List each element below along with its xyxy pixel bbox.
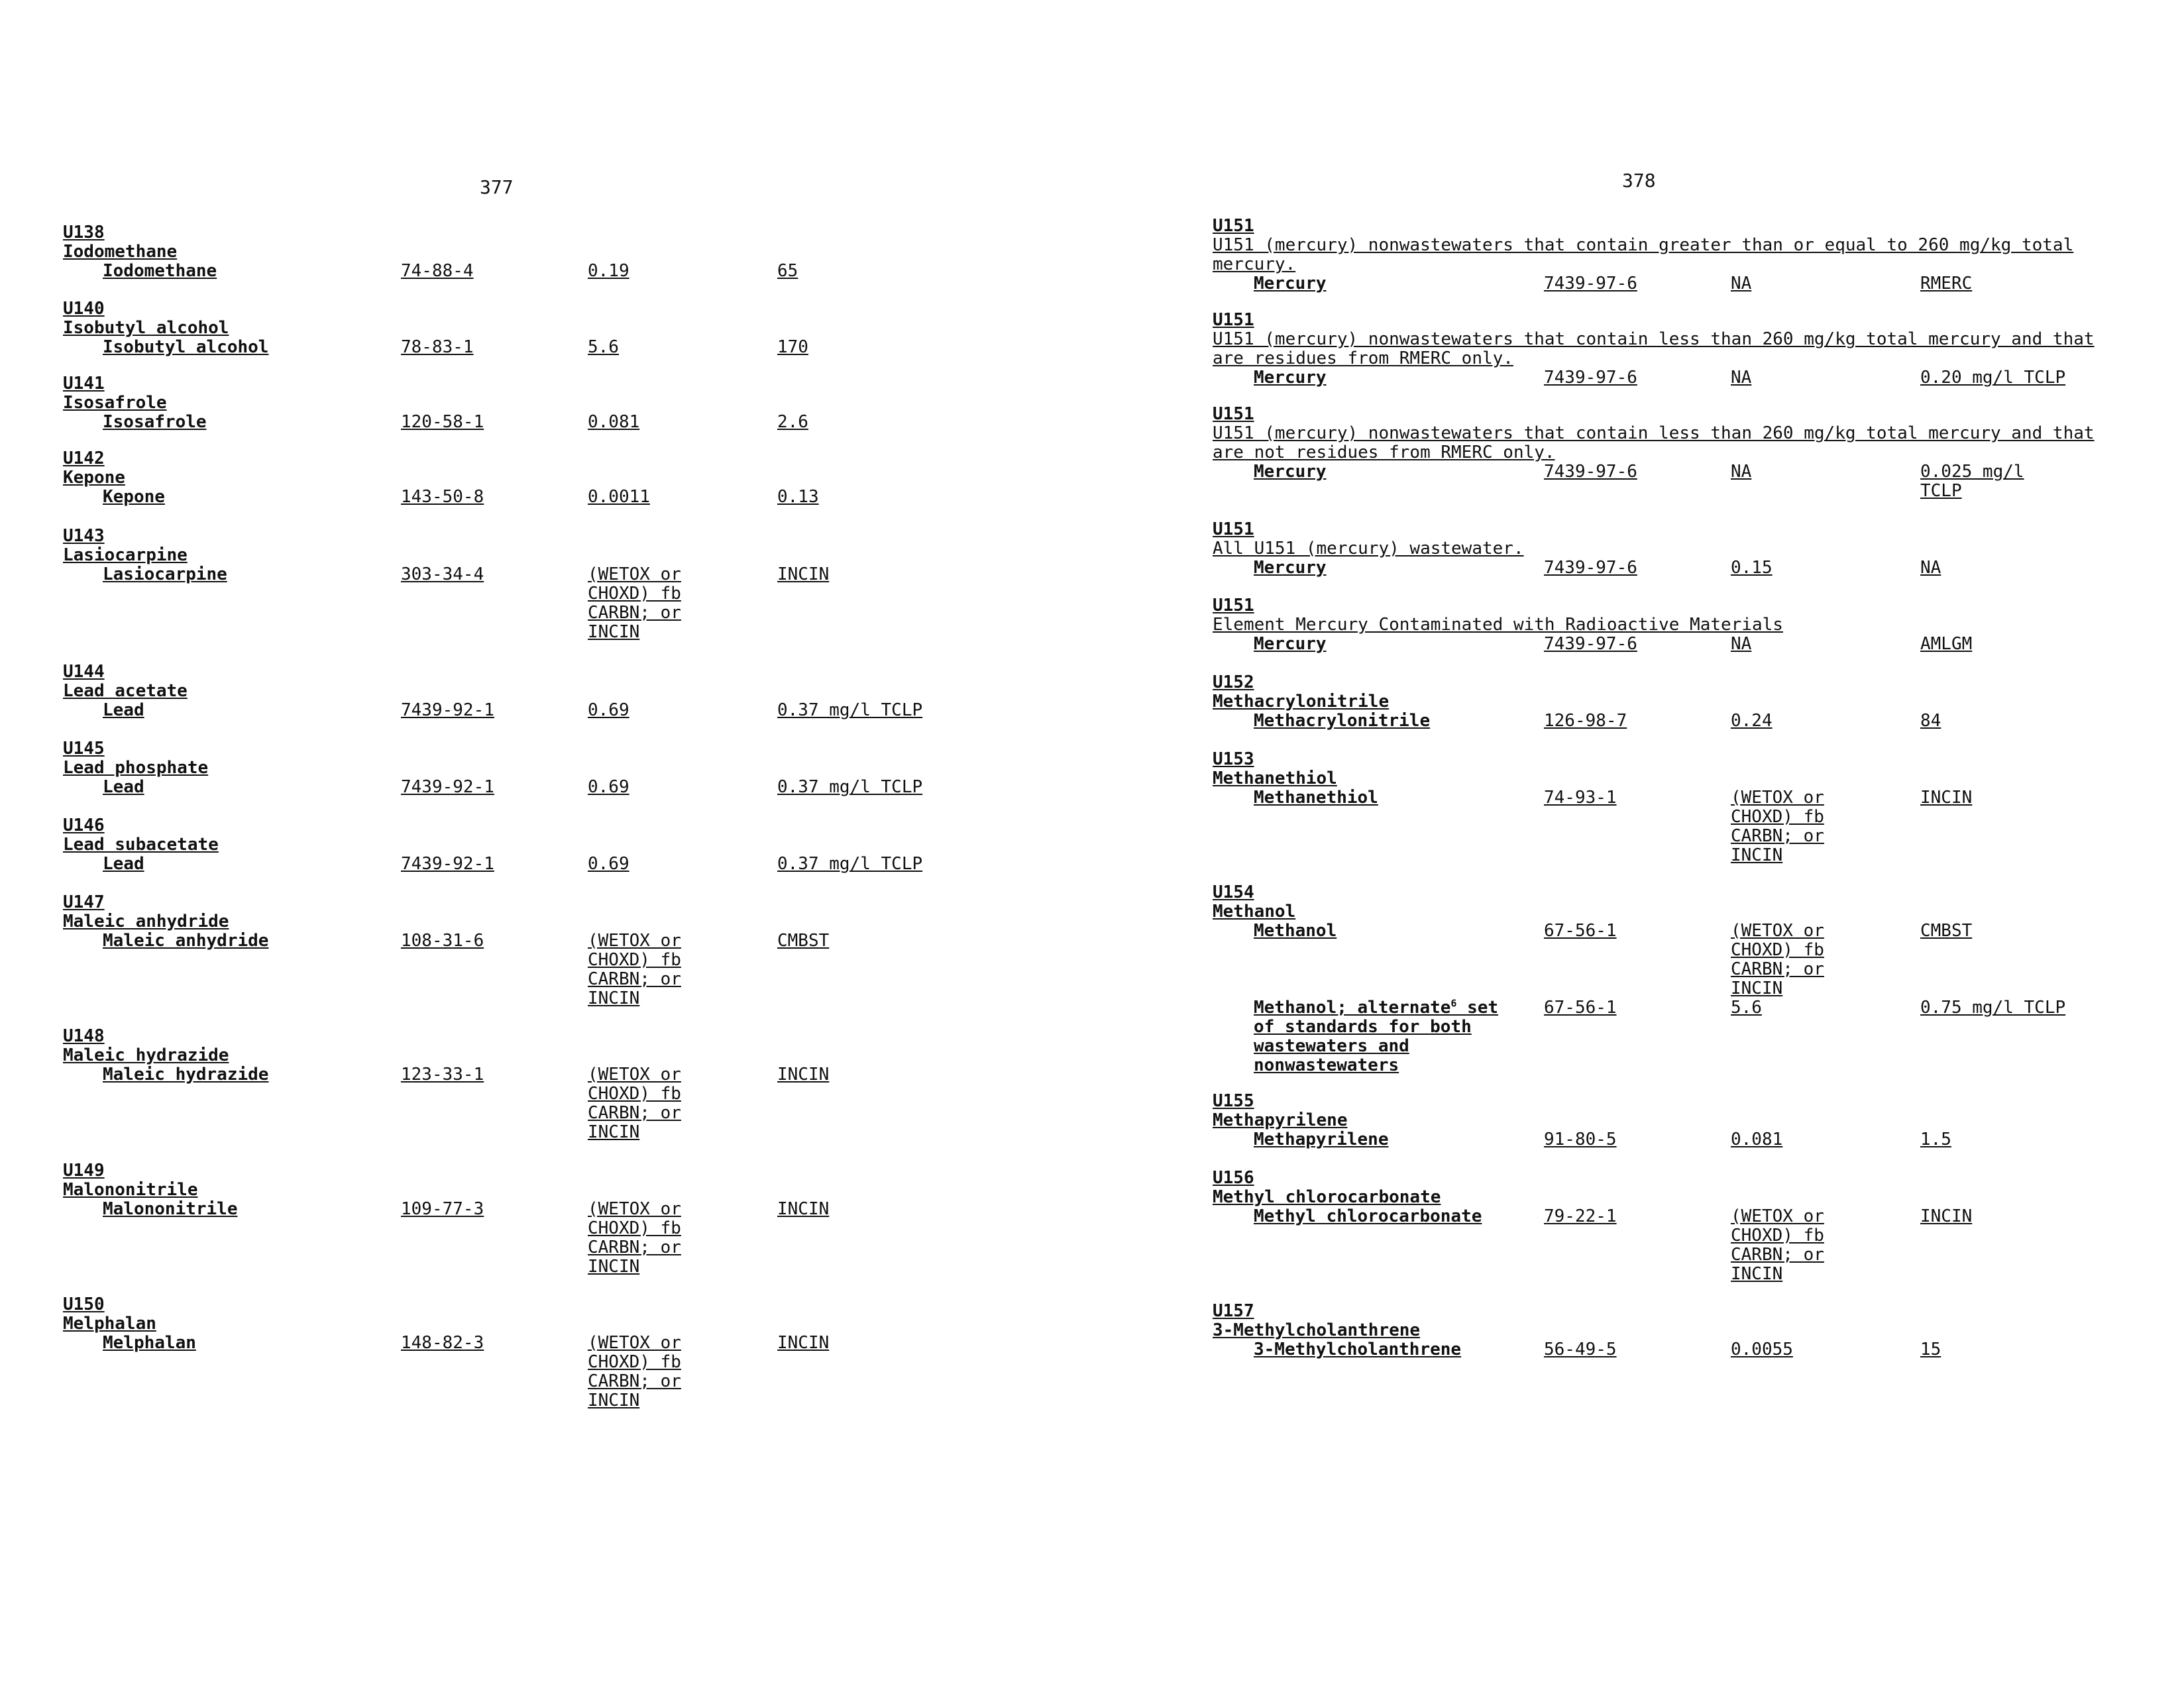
constituent-row bbox=[1092, 712, 2184, 731]
constituent-row bbox=[0, 488, 1092, 507]
waste-entry bbox=[1092, 311, 2184, 388]
waste-name: Lead acetate bbox=[63, 681, 188, 701]
cas-number: 7439-97-6 bbox=[1544, 462, 1637, 482]
cas-number: 7439-97-6 bbox=[1544, 558, 1637, 578]
waste-name: Lead phosphate bbox=[63, 758, 209, 778]
footnote-marker: 6 bbox=[1450, 997, 1457, 1010]
wastewater-standard: (WETOX or CHOXD) fb CARBN; or INCIN bbox=[1731, 1206, 1824, 1284]
waste-description: 3-Methylcholanthrene bbox=[1213, 1320, 1421, 1340]
constituent-name: Mercury bbox=[1254, 558, 1327, 578]
waste-description: Methacrylonitrile bbox=[1213, 692, 1390, 712]
nonwastewater-standard: NA bbox=[1920, 558, 1941, 578]
waste-entry bbox=[0, 1026, 1092, 1142]
waste-name: Iodomethane bbox=[63, 242, 178, 262]
waste-description: Element Mercury Contaminated with Radioactive Materials bbox=[1213, 615, 1783, 635]
nonwastewater-standard: 0.37 mg/l TCLP bbox=[777, 777, 923, 797]
right-page bbox=[1092, 0, 2184, 1696]
constituent-row bbox=[0, 855, 1092, 874]
constituent-row bbox=[1092, 1206, 2184, 1284]
waste-name: Maleic hydrazide bbox=[63, 1045, 229, 1065]
cas-number: 56-49-5 bbox=[1544, 1340, 1617, 1359]
wastewater-standard: 0.19 bbox=[588, 261, 629, 281]
constituent-row bbox=[1092, 1340, 2184, 1359]
nonwastewater-standard: INCIN bbox=[777, 1065, 830, 1085]
cas-number: 67-56-1 bbox=[1544, 921, 1617, 941]
waste-entry bbox=[1092, 1092, 2184, 1149]
nonwastewater-standard: 0.20 mg/l TCLP bbox=[1920, 368, 2066, 388]
wastewater-standard: NA bbox=[1731, 274, 1752, 293]
cas-number: 79-22-1 bbox=[1544, 1206, 1617, 1226]
waste-entry bbox=[0, 739, 1092, 797]
cas-number: 7439-97-6 bbox=[1544, 634, 1637, 654]
waste-entry bbox=[0, 1295, 1092, 1410]
wastewater-standard: 0.69 bbox=[588, 700, 629, 720]
waste-entry bbox=[1092, 673, 2184, 731]
constituent-row bbox=[0, 1065, 1092, 1142]
waste-code: U151 bbox=[1213, 519, 1254, 539]
waste-entry bbox=[1092, 749, 2184, 865]
wastewater-standard: NA bbox=[1731, 634, 1752, 654]
nonwastewater-standard: 0.37 mg/l TCLP bbox=[777, 700, 923, 720]
constituent-name: Lasiocarpine bbox=[103, 564, 227, 584]
waste-entry bbox=[0, 374, 1092, 432]
alternate-constituent-name: Methanol; alternate$^6$ set of standards for both wastewaters and nonwastewaters bbox=[1254, 997, 1499, 1075]
cas-number: 74-93-1 bbox=[1544, 788, 1617, 808]
wastewater-standard: (WETOX or CHOXD) fb CARBN; or INCIN bbox=[588, 1199, 681, 1277]
page-number: 378 bbox=[1622, 170, 1656, 191]
waste-entry bbox=[0, 449, 1092, 507]
alternate-constituent-row bbox=[1092, 997, 2184, 1075]
cas-number: 7439-92-1 bbox=[401, 700, 494, 720]
waste-code: U140 bbox=[63, 299, 105, 319]
cas-number: 67-56-1 bbox=[1544, 998, 1617, 1018]
constituent-name: Isosafrole bbox=[103, 412, 207, 432]
cas-number: 7439-97-6 bbox=[1544, 368, 1637, 388]
constituent-name: Lead bbox=[103, 777, 144, 797]
waste-code: U155 bbox=[1213, 1091, 1254, 1111]
constituent-row bbox=[1092, 921, 2184, 998]
waste-entry bbox=[1092, 404, 2184, 501]
constituent-row bbox=[1092, 368, 2184, 388]
waste-entry bbox=[0, 892, 1092, 1008]
constituent-name: Lead bbox=[103, 854, 144, 874]
wastewater-standard: 0.24 bbox=[1731, 711, 1773, 731]
waste-code: U152 bbox=[1213, 672, 1254, 692]
waste-description: Methyl chlorocarbonate bbox=[1213, 1187, 1441, 1207]
wastewater-standard: NA bbox=[1731, 368, 1752, 388]
waste-code: U138 bbox=[63, 223, 105, 242]
constituent-row bbox=[1092, 1130, 2184, 1149]
nonwastewater-standard: 65 bbox=[777, 261, 798, 281]
constituent-name: Methyl chlorocarbonate bbox=[1254, 1206, 1482, 1226]
constituent-name: Mercury bbox=[1254, 368, 1327, 388]
constituent-row bbox=[1092, 788, 2184, 865]
waste-code: U142 bbox=[63, 449, 105, 468]
waste-code: U151 bbox=[1213, 216, 1254, 236]
constituent-name: Methacrylonitrile bbox=[1254, 711, 1431, 731]
nonwastewater-standard: RMERC bbox=[1920, 274, 1973, 293]
waste-entry bbox=[0, 816, 1092, 874]
constituent-row bbox=[0, 262, 1092, 281]
waste-code: U156 bbox=[1213, 1168, 1254, 1188]
nonwastewater-standard: 0.025 mg/l TCLP bbox=[1920, 462, 2024, 501]
waste-entry bbox=[0, 526, 1092, 642]
nonwastewater-standard: 0.75 mg/l TCLP bbox=[1920, 998, 2066, 1018]
waste-description: All U151 (mercury) wastewater. bbox=[1213, 539, 1524, 558]
wastewater-standard: 5.6 bbox=[1731, 998, 1762, 1018]
waste-description: U151 (mercury) nonwastewaters that contain less than 260 mg/kg total mercury and that are not residues from RMERC only. bbox=[1213, 423, 2095, 462]
nonwastewater-standard: 1.5 bbox=[1920, 1130, 1951, 1149]
constituent-row bbox=[0, 413, 1092, 432]
cas-number: 109-77-3 bbox=[401, 1199, 484, 1219]
wastewater-standard: (WETOX or CHOXD) fb CARBN; or INCIN bbox=[1731, 921, 1824, 998]
nonwastewater-standard: 170 bbox=[777, 337, 808, 357]
wastewater-standard: (WETOX or CHOXD) fb CARBN; or INCIN bbox=[588, 931, 681, 1008]
constituent-name: Lead bbox=[103, 700, 144, 720]
constituent-row bbox=[1092, 462, 2184, 501]
waste-code: U154 bbox=[1213, 882, 1254, 902]
wastewater-standard: (WETOX or CHOXD) fb CARBN; or INCIN bbox=[1731, 788, 1824, 865]
waste-code: U157 bbox=[1213, 1301, 1254, 1321]
waste-code: U144 bbox=[63, 662, 105, 682]
page-number: 377 bbox=[480, 176, 514, 198]
nonwastewater-standard: AMLGM bbox=[1920, 634, 1973, 654]
waste-name: Lead subacetate bbox=[63, 835, 219, 855]
cas-number: 74-88-4 bbox=[401, 261, 474, 281]
cas-number: 143-50-8 bbox=[401, 487, 484, 507]
nonwastewater-standard: INCIN bbox=[777, 1333, 830, 1353]
waste-name: Isobutyl alcohol bbox=[63, 318, 229, 338]
waste-name: Maleic anhydride bbox=[63, 912, 229, 931]
nonwastewater-standard: 2.6 bbox=[777, 412, 808, 432]
cas-number: 303-34-4 bbox=[401, 564, 484, 584]
constituent-name: Mercury bbox=[1254, 634, 1327, 654]
constituent-name: Methanethiol bbox=[1254, 788, 1378, 808]
waste-name: Malononitrile bbox=[63, 1180, 198, 1200]
cas-number: 78-83-1 bbox=[401, 337, 474, 357]
waste-name: Kepone bbox=[63, 468, 125, 488]
constituent-row bbox=[1092, 274, 2184, 293]
wastewater-standard: 0.69 bbox=[588, 777, 629, 797]
cas-number: 7439-92-1 bbox=[401, 854, 494, 874]
constituent-row bbox=[0, 778, 1092, 797]
waste-entry bbox=[0, 223, 1092, 281]
waste-description: Methanethiol bbox=[1213, 768, 1337, 788]
waste-name: Melphalan bbox=[63, 1314, 156, 1334]
cas-number: 108-31-6 bbox=[401, 931, 484, 951]
constituent-name: Mercury bbox=[1254, 274, 1327, 293]
waste-description: U151 (mercury) nonwastewaters that contain less than 260 mg/kg total mercury and that are residues from RMERC only. bbox=[1213, 329, 2095, 368]
cas-number: 148-82-3 bbox=[401, 1333, 484, 1353]
cas-number: 123-33-1 bbox=[401, 1065, 484, 1085]
constituent-row bbox=[0, 338, 1092, 357]
wastewater-standard: 0.15 bbox=[1731, 558, 1773, 578]
waste-entry bbox=[1092, 217, 2184, 293]
waste-description: Methanol bbox=[1213, 902, 1296, 922]
wastewater-standard: 0.0055 bbox=[1731, 1340, 1793, 1359]
waste-code: U151 bbox=[1213, 404, 1254, 424]
waste-name: Isosafrole bbox=[63, 393, 167, 413]
cas-number: 7439-92-1 bbox=[401, 777, 494, 797]
constituent-name: Methanol bbox=[1254, 921, 1337, 941]
constituent-row bbox=[0, 1199, 1092, 1277]
wastewater-standard: 0.69 bbox=[588, 854, 629, 874]
constituent-name: Maleic hydrazide bbox=[103, 1065, 269, 1085]
constituent-row bbox=[0, 701, 1092, 720]
waste-code: U151 bbox=[1213, 310, 1254, 330]
waste-code: U149 bbox=[63, 1161, 105, 1181]
waste-name: Lasiocarpine bbox=[63, 545, 188, 565]
nonwastewater-standard: 0.13 bbox=[777, 487, 819, 507]
waste-entry bbox=[1092, 596, 2184, 654]
waste-code: U143 bbox=[63, 526, 105, 546]
wastewater-standard: 5.6 bbox=[588, 337, 619, 357]
waste-code: U151 bbox=[1213, 596, 1254, 615]
waste-entry bbox=[0, 299, 1092, 357]
waste-description: Methapyrilene bbox=[1213, 1110, 1348, 1130]
waste-code: U145 bbox=[63, 739, 105, 759]
wastewater-standard: NA bbox=[1731, 462, 1752, 482]
constituent-name: Kepone bbox=[103, 487, 165, 507]
wastewater-standard: (WETOX or CHOXD) fb CARBN; or INCIN bbox=[588, 564, 681, 642]
constituent-row bbox=[0, 564, 1092, 642]
waste-description: U151 (mercury) nonwastewaters that contain greater than or equal to 260 mg/kg total mercury. bbox=[1213, 235, 2074, 274]
waste-code: U147 bbox=[63, 892, 105, 912]
wastewater-standard: 0.081 bbox=[588, 412, 640, 432]
constituent-row bbox=[0, 1333, 1092, 1410]
constituent-name: 3-Methylcholanthrene bbox=[1254, 1340, 1462, 1359]
constituent-name: Malononitrile bbox=[103, 1199, 238, 1219]
constituent-name: Iodomethane bbox=[103, 261, 217, 281]
wastewater-standard: (WETOX or CHOXD) fb CARBN; or INCIN bbox=[588, 1065, 681, 1142]
nonwastewater-standard: 84 bbox=[1920, 711, 1941, 731]
waste-entry bbox=[0, 1161, 1092, 1277]
waste-code: U150 bbox=[63, 1295, 105, 1314]
cas-number: 7439-97-6 bbox=[1544, 274, 1637, 293]
constituent-name: Maleic anhydride bbox=[103, 931, 269, 951]
wastewater-standard: (WETOX or CHOXD) fb CARBN; or INCIN bbox=[588, 1333, 681, 1410]
nonwastewater-standard: INCIN bbox=[1920, 1206, 1973, 1226]
wastewater-standard: 0.0011 bbox=[588, 487, 650, 507]
constituent-name: Melphalan bbox=[103, 1333, 196, 1353]
nonwastewater-standard: INCIN bbox=[1920, 788, 1973, 808]
constituent-name: Methapyrilene bbox=[1254, 1130, 1389, 1149]
nonwastewater-standard: CMBST bbox=[1920, 921, 1973, 941]
waste-entry bbox=[1092, 520, 2184, 578]
waste-code: U148 bbox=[63, 1026, 105, 1046]
waste-entry bbox=[0, 662, 1092, 720]
nonwastewater-standard: INCIN bbox=[777, 1199, 830, 1219]
waste-code: U146 bbox=[63, 816, 105, 835]
waste-code: U153 bbox=[1213, 749, 1254, 769]
nonwastewater-standard: 0.37 mg/l TCLP bbox=[777, 854, 923, 874]
cas-number: 91-80-5 bbox=[1544, 1130, 1617, 1149]
nonwastewater-standard: CMBST bbox=[777, 931, 830, 951]
constituent-row bbox=[1092, 635, 2184, 654]
constituent-row bbox=[0, 931, 1092, 1008]
wastewater-standard: 0.081 bbox=[1731, 1130, 1783, 1149]
waste-code: U141 bbox=[63, 374, 105, 394]
nonwastewater-standard: 15 bbox=[1920, 1340, 1941, 1359]
nonwastewater-standard: INCIN bbox=[777, 564, 830, 584]
constituent-name: Isobutyl alcohol bbox=[103, 337, 269, 357]
constituent-row bbox=[1092, 558, 2184, 578]
cas-number: 126-98-7 bbox=[1544, 711, 1627, 731]
waste-entry bbox=[1092, 882, 2184, 1075]
waste-entry bbox=[1092, 1168, 2184, 1284]
cas-number: 120-58-1 bbox=[401, 412, 484, 432]
constituent-name: Mercury bbox=[1254, 462, 1327, 482]
waste-entry bbox=[1092, 1302, 2184, 1359]
